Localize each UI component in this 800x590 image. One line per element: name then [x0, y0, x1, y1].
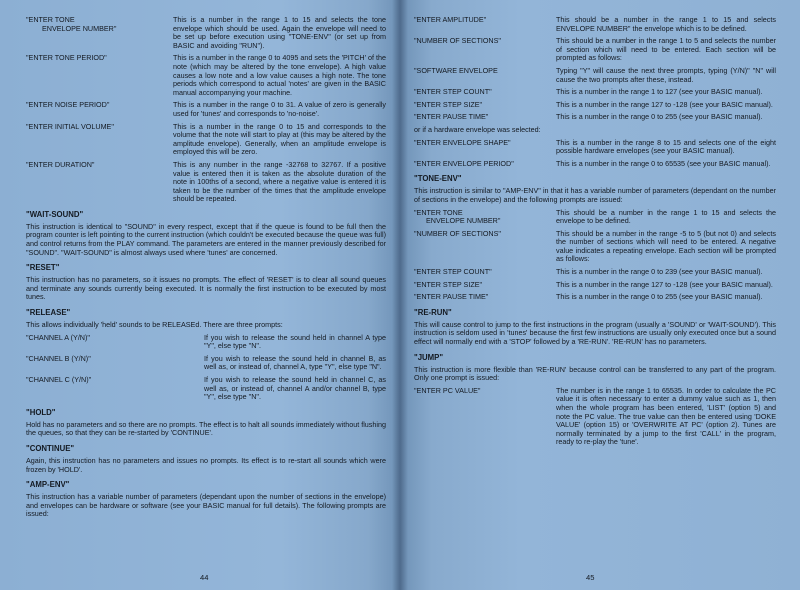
entry-row	[414, 88, 776, 97]
entry-row	[26, 376, 386, 402]
section-heading-hold: "HOLD"	[26, 407, 56, 417]
prompt-label: "NUMBER OF SECTIONS"	[414, 228, 501, 238]
prompt-label: "ENTER ENVELOPE PERIOD"	[414, 158, 514, 168]
prompt-label: "NUMBER OF SECTIONS"	[414, 36, 501, 46]
prompt-description: Typing "Y" will cause the next three prompts, typing (Y/N)" "N" will cause the two prompts after these, instead.	[556, 65, 776, 84]
section-text-tone-env: This instruction is similar to "AMP-ENV" in that it has a variable number of parameters (dependant on the number of sections in the envelope) and the following prompts are issued:	[414, 186, 776, 204]
entry-row	[414, 139, 776, 156]
right-page	[400, 0, 800, 590]
section-text-release: This allows individually 'held' sounds to be RELEASEd. There are three prompts:	[26, 320, 283, 330]
prompt-label: "CHANNEL B (Y/N)"	[26, 353, 91, 363]
hardware-intro-text: or if a hardware envelope was selected:	[414, 124, 541, 134]
entry-row	[414, 160, 776, 169]
section-heading-tone-env: "TONE-ENV"	[414, 174, 462, 184]
section-text-amp-env: This instruction has a variable number of parameters (dependant upon the number of sections in the envelope) and envelopes can be hardware or software (see your BASIC manual for full details). The following prompts are issued:	[26, 492, 386, 519]
section-heading-jump: "JUMP"	[414, 352, 444, 362]
prompt-description: This is a number in the range 1 to 15 and selects the tone envelope which should be used. Again the envelope will need to be set up before execution using "TONE-ENV" (or set up from BASIC and avoiding "RUN").	[173, 15, 386, 50]
prompt-description: This is any number in the range -32768 to 32767. If a positive value is entered then it is taken as the absolute duration of the note in 100ths of a second, where a negative value is entered it is taken to be the number of the times that the amplitude envelope should be repeated.	[173, 159, 386, 204]
prompt-label: "SOFTWARE ENVELOPE	[414, 65, 498, 75]
prompt-description: This should be a number in the range 1 to 5 and selects the number of section which will need to be entered. Each section will be prompted as follows:	[556, 36, 776, 63]
prompt-description: This is a number in the range 0 to 255 (see your BASIC manual).	[556, 112, 763, 122]
prompt-label: "ENTER TONE ENVELOPE NUMBER"	[414, 207, 501, 226]
section-text-re-run: This will cause control to jump to the first instructions in the program (usually a 'SOUND' or 'WAIT-SOUND'). This instruction is seldom used in 'tunes' because the first few instructions are usually only executed once but a sound effect will normally end with a 'STOP' followed by a 'RE-RUN'. 'RE-RUN' has no parameters.	[414, 319, 776, 347]
entry-row	[26, 54, 386, 97]
prompt-label: "ENTER INITIAL VOLUME"	[26, 121, 114, 131]
entry-row	[414, 113, 776, 122]
prompt-label: "ENTER PAUSE TIME"	[414, 112, 489, 122]
prompt-description: This is a number in the range 0 to 4095 and sets the 'PITCH' of the note (which may be altered by the tone envelope). A high value causes a low note and a low value causes a high note. The tone periods which correspond to actual 'notes' are given in the BASIC manual accompanying your machine.	[173, 53, 386, 97]
entry-row	[414, 281, 776, 290]
entry-row	[414, 16, 776, 33]
prompt-description: If you wish to release the sound held in channel C, as well as, or instead of, channel A and/or channel B, type "Y", else type "N".	[204, 375, 386, 402]
prompt-label: "CHANNEL A (Y/N)"	[26, 332, 90, 342]
prompt-description: If you wish to release the sound held in channel B, as well as, or instead of, channel A, type "Y", else type "N".	[204, 353, 386, 372]
section-text-continue: Again, this instruction has no parameters and issues no prompts. Its effect is to re-start all sounds which were frozen by 'HOLD'.	[26, 455, 386, 474]
section-text-jump: This instruction is more flexible than 'RE-RUN' because control can be transferred to any part of the program. Only one prompt is issued:	[414, 364, 776, 383]
prompt-description: This is a number in the range 8 to 15 and selects one of the eight possible hardware envelopes (see your BASIC manual).	[556, 137, 776, 156]
prompt-label: "ENTER TONE ENVELOPE NUMBER"	[26, 15, 117, 33]
prompt-label: "ENTER AMPLITUDE"	[414, 15, 487, 24]
prompt-label: "ENTER STEP COUNT"	[414, 87, 492, 97]
entry-row	[414, 37, 776, 63]
prompt-description: This is a number in the range 127 to -128 (see your BASIC manual).	[556, 99, 773, 109]
prompt-label: "ENTER PC VALUE"	[414, 385, 481, 395]
section-heading-amp-env: "AMP-ENV"	[26, 480, 70, 490]
section-heading-continue: "CONTINUE"	[26, 443, 75, 453]
page-number-left: 44	[200, 573, 209, 582]
section-text-reset: This instruction has no parameters, so it issues no prompts. The effect of 'RESET' is to clear all sound queues and terminate any sounds currently being executed. It is normally the first instruction to be executed by most tunes.	[26, 275, 386, 302]
section-heading-re-run: "RE-RUN"	[414, 307, 452, 317]
entry-row	[414, 293, 776, 302]
section-heading-reset: "RESET"	[26, 263, 60, 273]
prompt-label: "ENTER STEP SIZE"	[414, 279, 483, 289]
entry-row	[26, 355, 386, 372]
section-text-wait-sound: This instruction is identical to "SOUND" in every respect, except that if the queue is found to be full then the program counter is left pointing to the current instruction (which couldn't be executed because the queue was full) and control returns from the PLAY command. The parameters are entered in the manner previously described for "SOUND". "WAIT-SOUND" is almost always used where 'tunes' are concerned.	[26, 221, 386, 257]
prompt-description: This is a number in the range 0 to 31. A value of zero is generally used for 'tunes' and corresponds to 'no-noise'.	[173, 100, 386, 118]
prompt-label: "CHANNEL C (Y/N)"	[26, 375, 92, 384]
prompt-description: If you wish to release the sound held in channel A type "Y", else type "N".	[204, 332, 386, 351]
entry-row	[414, 230, 776, 264]
entry-row	[26, 161, 386, 204]
prompt-label: "ENTER STEP SIZE"	[414, 99, 483, 109]
prompt-label: "ENTER NOISE PERIOD"	[26, 100, 110, 110]
prompt-label: "ENTER PAUSE TIME"	[414, 292, 489, 302]
prompt-description: This should be a number in the range 1 to 15 and selects the envelope to be defined.	[556, 207, 776, 226]
prompt-label: "ENTER STEP COUNT"	[414, 267, 492, 277]
prompt-description: This is a number in the range 1 to 127 (see your BASIC manual).	[556, 87, 763, 97]
entry-row	[26, 16, 386, 50]
page-number-right: 45	[586, 573, 595, 582]
prompt-description: This is a number in the range 0 to 65535 (see your BASIC manual).	[556, 158, 771, 168]
section-text-hold: Hold has no parameters and so there are no prompts. The effect is to halt all sounds immediately without flushing the queues, so that they can be re-started by 'CONTINUE'.	[26, 419, 386, 438]
prompt-description: This should be a number in the range 1 to 15 and selects ENVELOPE NUMBER" the envelope which is to be defined.	[556, 15, 776, 33]
entry-row	[26, 334, 386, 351]
prompt-description: This is a number in the range 0 to 255 (see your BASIC manual).	[556, 292, 763, 302]
prompt-label: "ENTER DURATION"	[26, 159, 95, 169]
prompt-description: This is a number in the range 0 to 239 (see your BASIC manual).	[556, 267, 763, 277]
prompt-description: This should be a number in the range -5 to 5 (but not 0) and selects the number of sections which will need to be entered. A negative value indicates a repeating envelope. Each section will be prompted as follows:	[556, 228, 776, 264]
prompt-description: This is a number in the range 0 to 15 and corresponds to the volume that the note will start to play at (this may be altered by the amplitude envelope). Generally, when an amplitude envelope is employed this will be zero.	[173, 121, 386, 157]
entry-row	[26, 101, 386, 118]
entry-row	[414, 268, 776, 277]
entry-row	[414, 101, 776, 110]
entry-row	[414, 209, 776, 226]
entry-row	[414, 387, 776, 447]
book-gutter-shadow	[392, 0, 408, 590]
entry-row	[26, 123, 386, 157]
prompt-label: "ENTER ENVELOPE SHAPE"	[414, 137, 511, 147]
prompt-description: The number is in the range 1 to 65535. In order to calculate the PC value it is often necessary to enter a dummy value such as 1, then when the whole program has been entered, 'LIST' (option 5) and note the PC value. The true value can then be entered using 'DOKE VALUE' (option 15) or 'OVERWRITE AT PC' (option 2). Tunes are normally terminated by a jump to the first 'CALL' in the program, ready to re-play the 'tune'.	[556, 385, 776, 447]
prompt-description: This is a number in the range 127 to -128 (see your BASIC manual).	[556, 279, 773, 289]
entry-row	[414, 67, 776, 84]
section-heading-release: "RELEASE"	[26, 308, 71, 318]
prompt-label: "ENTER TONE PERIOD"	[26, 53, 107, 63]
section-heading-wait-sound: "WAIT-SOUND"	[26, 209, 84, 219]
